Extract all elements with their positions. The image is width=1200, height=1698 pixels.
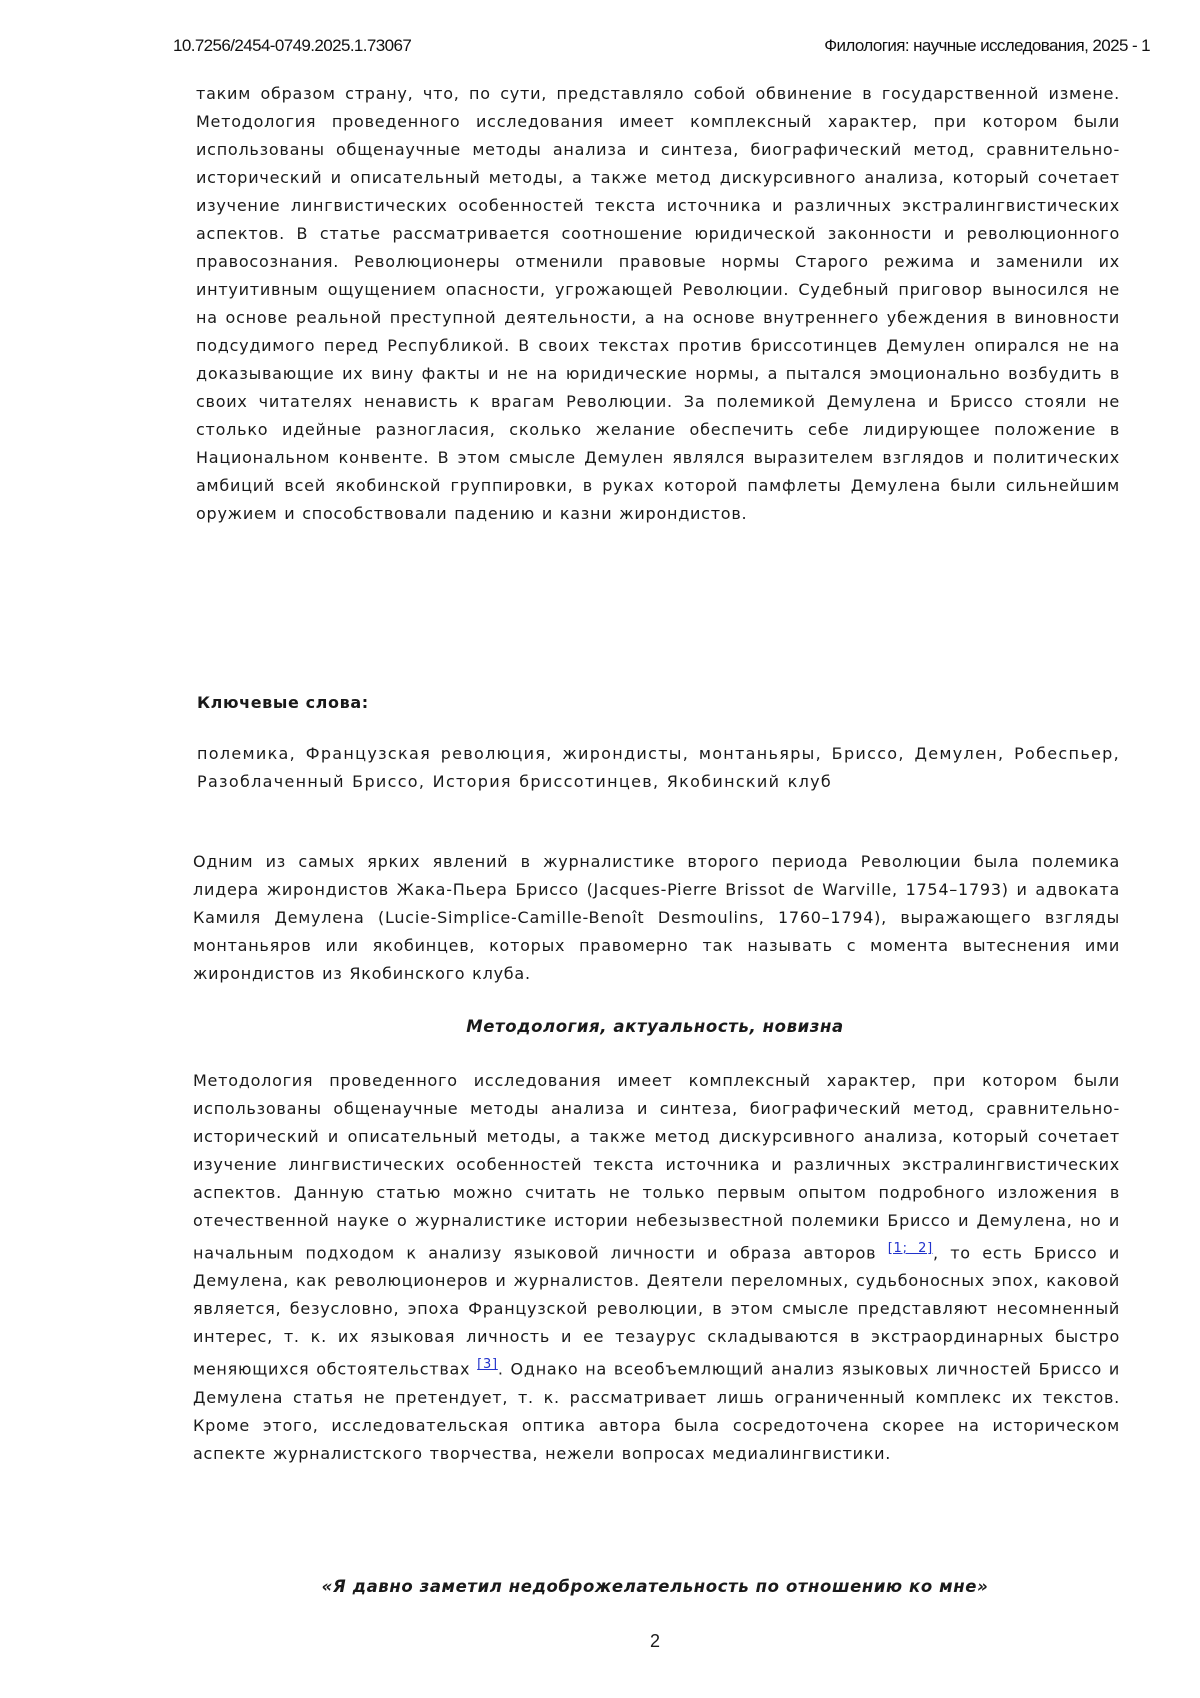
citation-link-1-2[interactable]: [1; 2]	[887, 1241, 933, 1256]
citation-link-3[interactable]: [3]	[477, 1357, 498, 1373]
page-number: 2	[649, 1631, 660, 1651]
keywords-list: полемика, Французская революция, жирондисты, монтаньяры, Бриссо, Демулен, Робеспьер, Разоблаченный Бриссо, История бриссотинцев, Якобинский клуб	[197, 744, 1120, 791]
paragraph-text: Методология проведенного исследования имеет комплексный характер, при котором были использованы общенаучные методы анализа и синтеза, биографический метод, сравнительно-исторический и описательный методы, а также метод дискурсивного анализа, который сочетает изучение лингвистических особенностей текста источника и различных экстралингвистических аспектов. Данную статью можно считать не только первым опытом подробного изложения в отечественной науке о журналистике истории небезызвестной полемики Бриссо и Демулена, но и начальным подходом к анализу языковой личности и образа авторов	[193, 1071, 1120, 1263]
section-heading-quote: «Я давно заметил недоброжелательность по отношению ко мне»	[321, 1577, 989, 1596]
keywords-heading: Ключевые слова:	[197, 693, 369, 712]
journal-title: Филология: научные исследования, 2025 - 1	[824, 36, 1150, 55]
methodology-paragraph	[193, 1067, 1120, 1468]
paragraph-text: , то есть Бриссо и Демулена, как революционеров и журналистов. Деятели переломных, судьбоносных эпох, каковой является, безусловно, эпоха Французской революции, в этом смысле представляют несомненный интерес, т. к. их языковая личность и ее тезаурус складываются в экстраординарных быстро меняющихся обстоятельствах	[193, 1243, 1120, 1379]
abstract-text: таким образом страну, что, по сути, представляло собой обвинение в государственной измене. Методология проведенного исследования имеет комплексный характер, при котором были использованы общенаучные методы анализа и синтеза, биографический метод, сравнительно-исторический и описательный методы, а также метод дискурсивного анализа, который сочетает изучение лингвистических особенностей текста источника и различных экстралингвистических аспектов. В статье рассматривается соотношение юридической законности и революционного правосознания. Революционеры отменили правовые нормы Старого режима и заменили их интуитивным ощущением опасности, угрожающей Революции. Судебный приговор выносился не на основе реальной преступной деятельности, а на основе внутреннего убеждения в виновности подсудимого перед Республикой. В своих текстах против бриссотинцев Демулен опирался не на доказывающие их вину факты и не на юридические нормы, а пытался эмоционально возбудить в своих читателях ненависть к врагам Революции. За полемикой Демулена и Бриссо стояли не столько идейные разногласия, сколько желание обеспечить себе лидирующее положение в Национальном конвенте. В этом смысле Демулен являлся выразителем взглядов и политических амбиций всей якобинской группировки, в руках которой памфлеты Демулена были сильнейшим оружием и способствовали падению и казни жирондистов.	[196, 84, 1120, 523]
section-heading-methodology: Методология, актуальность, новизна	[466, 1017, 844, 1036]
intro-paragraph: Одним из самых ярких явлений в журналистике второго периода Революции была полемика лидера жирондистов Жака-Пьера Бриссо (Jacques-Pierre Brissot de Warville, 1754–1793) и адвоката Камиля Демулена (Lucie-Simplice-Camille-Benoît Desmoulins, 1760–1794), выражающего взгляды монтаньяров или якобинцев, которых правомерно так называть с момента вытеснения ими жирондистов из Якобинского клуба.	[193, 852, 1120, 983]
paragraph-text: . Однако на всеобъемлющий анализ языковых личностей Бриссо и Демулена статья не претендует, т. к. рассматривает лишь ограниченный комплекс их текстов. Кроме этого, исследовательская оптика автора была сосредоточена скорее на историческом аспекте журналистского творчества, нежели вопросах медиалингвистики.	[193, 1359, 1121, 1463]
doi: 10.7256/2454-0749.2025.1.73067	[173, 36, 412, 55]
